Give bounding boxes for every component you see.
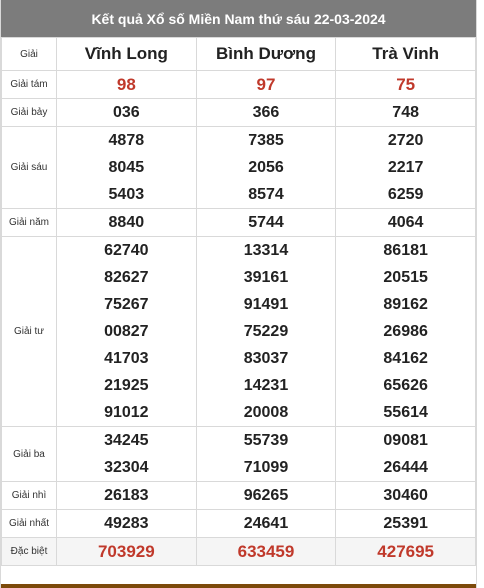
prize-number: 2217	[387, 159, 424, 176]
prize-cell	[196, 427, 336, 482]
prize-number: 75	[396, 75, 416, 94]
prize-cell	[196, 71, 336, 99]
prize-cell	[57, 538, 197, 566]
prize-number: 86181	[383, 242, 428, 259]
prize-number: 20515	[383, 269, 428, 286]
prize-number: 14231	[243, 377, 289, 394]
prize-number: 5403	[108, 186, 145, 203]
prize-row	[2, 209, 476, 237]
prize-number: 8840	[108, 214, 145, 231]
prize-row	[2, 99, 476, 127]
prize-cell	[57, 510, 197, 538]
prize-cell	[57, 237, 197, 427]
prize-label: Giải nhì	[2, 482, 57, 510]
prize-number: 75267	[104, 296, 149, 313]
prize-cell	[57, 482, 197, 510]
prize-number: 49283	[104, 515, 149, 532]
prize-number: 34245	[104, 432, 149, 449]
prize-row	[2, 427, 476, 482]
prize-number: 00827	[104, 323, 149, 340]
prize-cell	[196, 209, 336, 237]
prize-cell	[196, 538, 336, 566]
prize-label: Giải bảy	[2, 99, 57, 127]
prize-number: 55739	[243, 432, 289, 449]
prize-number: 96265	[243, 487, 289, 504]
prize-number: 65626	[383, 377, 428, 394]
prize-number: 75229	[243, 323, 289, 340]
prize-number: 703929	[97, 542, 155, 561]
prize-cell	[336, 71, 476, 99]
prize-label: Giải sáu	[2, 127, 57, 209]
prize-row	[2, 237, 476, 427]
prize-cell	[196, 237, 336, 427]
prize-number: 633459	[237, 542, 295, 561]
prize-number: 97	[256, 75, 276, 94]
prize-number: 91491	[243, 296, 289, 313]
prize-label: Giải nhất	[2, 510, 57, 538]
prize-row	[2, 538, 476, 566]
prize-cell	[336, 482, 476, 510]
prize-number: 26986	[383, 323, 428, 340]
prize-cell	[57, 71, 197, 99]
prize-label: Đặc biệt	[2, 538, 57, 566]
prize-number: 24641	[243, 515, 289, 532]
prize-rows	[2, 71, 476, 566]
prize-number: 09081	[383, 432, 428, 449]
province-header-row	[2, 38, 476, 71]
prize-number: 26444	[383, 459, 428, 476]
prize-label: Giải năm	[2, 209, 57, 237]
prize-column-header: Giải	[2, 38, 57, 71]
prize-number: 21925	[104, 377, 149, 394]
prize-number: 32304	[104, 459, 149, 476]
prize-cell	[57, 427, 197, 482]
prize-number: 8045	[108, 159, 145, 176]
prize-number: 98	[116, 75, 136, 94]
prize-number: 7385	[248, 132, 284, 149]
prize-number: 2720	[387, 132, 424, 149]
prize-cell	[57, 209, 197, 237]
prize-cell	[57, 127, 197, 209]
prize-cell	[196, 99, 336, 127]
prize-number: 91012	[104, 404, 149, 421]
prize-number: 84162	[383, 350, 428, 367]
prize-number: 8574	[248, 186, 284, 203]
prize-cell	[57, 99, 197, 127]
prize-number: 55614	[383, 404, 428, 421]
prize-number: 2056	[248, 159, 284, 176]
province-header: Trà Vinh	[336, 38, 476, 71]
prize-label: Giải tư	[2, 237, 57, 427]
prize-number: 25391	[383, 515, 428, 532]
bottom-accent-bar	[1, 584, 476, 588]
prize-number: 5744	[248, 214, 284, 231]
prize-label: Giải tám	[2, 71, 57, 99]
prize-number: 6259	[387, 186, 424, 203]
prize-cell	[336, 209, 476, 237]
province-header: Vĩnh Long	[57, 38, 197, 71]
prize-number: 4878	[108, 132, 145, 149]
prize-cell	[336, 510, 476, 538]
prize-number: 366	[252, 104, 280, 121]
prize-number: 26183	[104, 487, 149, 504]
prize-number: 41703	[104, 350, 149, 367]
prize-cell	[196, 127, 336, 209]
prize-cell	[336, 427, 476, 482]
prize-row	[2, 482, 476, 510]
prize-number: 13314	[243, 242, 289, 259]
prize-cell	[196, 510, 336, 538]
prize-cell	[336, 99, 476, 127]
prize-row	[2, 510, 476, 538]
prize-label: Giải ba	[2, 427, 57, 482]
prize-number: 62740	[104, 242, 149, 259]
prize-row	[2, 71, 476, 99]
prize-cell	[336, 538, 476, 566]
prize-cell	[336, 237, 476, 427]
prize-number: 748	[392, 104, 419, 121]
prize-number: 4064	[387, 214, 424, 231]
prize-row	[2, 127, 476, 209]
prize-number: 83037	[243, 350, 289, 367]
prize-number: 82627	[104, 269, 149, 286]
prize-number: 39161	[243, 269, 289, 286]
prize-number: 036	[112, 104, 140, 121]
prize-cell	[336, 127, 476, 209]
province-header: Bình Dương	[196, 38, 336, 71]
results-table	[1, 37, 476, 566]
prize-number: 427695	[377, 542, 435, 561]
prize-number: 71099	[243, 459, 289, 476]
prize-cell	[196, 482, 336, 510]
prize-number: 20008	[243, 404, 289, 421]
page-title: Kết quả Xổ số Miền Nam thứ sáu 22-03-2024	[1, 0, 476, 37]
prize-number: 30460	[383, 487, 428, 504]
prize-number: 89162	[383, 296, 428, 313]
